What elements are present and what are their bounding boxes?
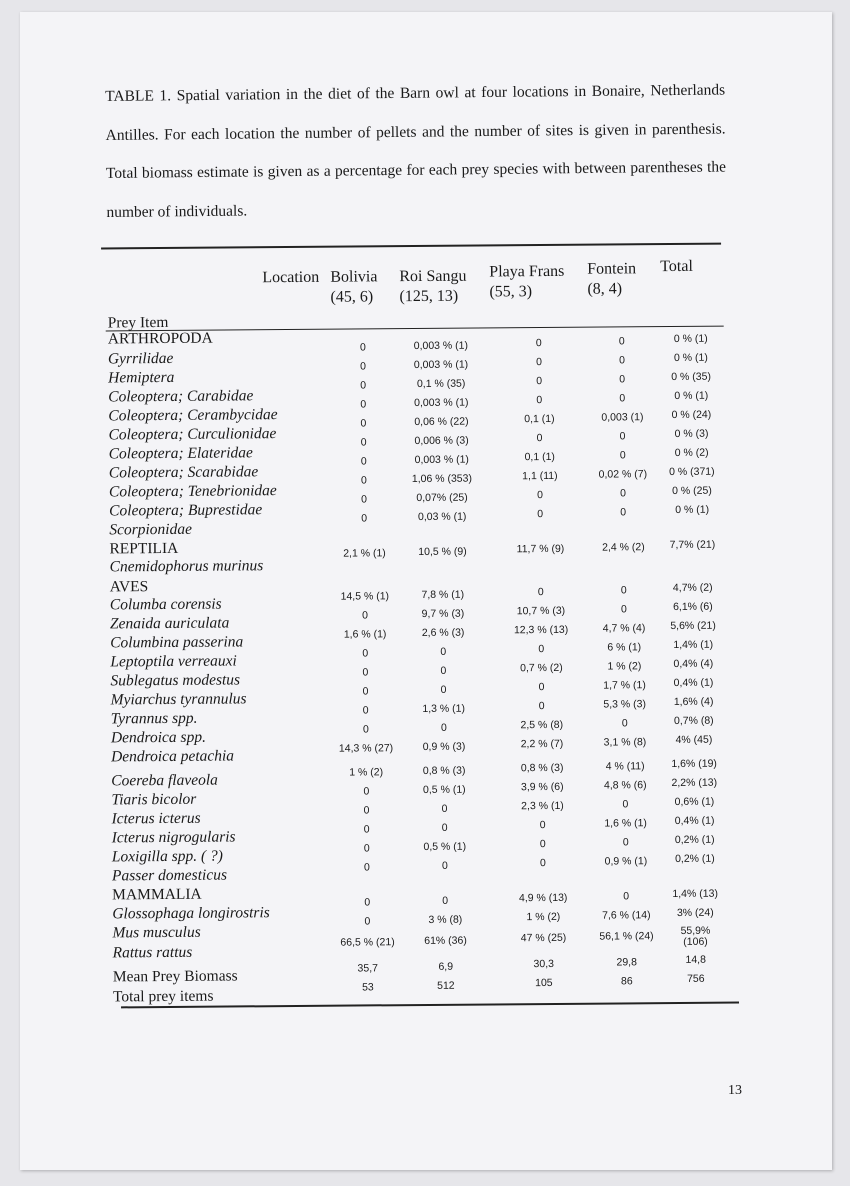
value-cell: 7,8 % (1) [421,588,465,601]
value-cell: 0 [362,685,369,698]
value-cell: 0,8 % (3) [520,761,564,775]
prey-label: Coleoptera; Buprestidae [109,501,263,520]
value-cell: 0,003 % (1) [413,358,469,371]
value-cell: 0 [620,486,626,499]
value-cell: 1,6% (4) [673,695,714,709]
prey-label: Coleoptera; Curculionidae [108,425,277,444]
value-cell: 0 [363,804,370,817]
value-cell: 14,3 % (27) [338,742,394,755]
value-cell: 0 % (35) [671,370,711,384]
value-cell: 0,003 % (1) [413,339,469,352]
value-cell: 0 % (1) [673,332,708,345]
value-cell: 0 % (25) [672,484,712,498]
value-cell: 61% (36) [424,934,467,947]
value-cell: 35,7 [357,962,379,975]
value-cell: 11,7 % (9) [516,542,565,556]
value-cell: 1,4% (1) [673,638,714,652]
value-cell: 0,7 % (2) [520,661,563,675]
value-cell: 0 [618,353,625,366]
value-cell: 0 [536,432,543,445]
value-cell: 0,4% (1) [674,814,715,828]
value-cell: 0 [364,915,371,928]
value-cell: 0 [539,819,546,832]
value-cell: 0 [442,894,449,907]
value-cell: 4,7% (2) [672,581,713,595]
value-cell: 1,06 % (353) [411,472,472,485]
value-cell: 0 [363,861,370,874]
value-cell: 0,2% (1) [674,833,715,847]
prey-label: Cnemidophorus murinus [109,557,264,576]
value-cell: 0 [538,643,545,656]
prey-label: Coleoptera; Elateridae [108,444,253,463]
value-cell: 0 [440,645,447,658]
value-cell: 2,6 % (3) [421,626,465,639]
col-sub-roi-sangu: (125, 13) [399,287,459,306]
prey-label: Myiarchus tyrannulus [110,690,247,709]
value-cell: 0 [619,372,626,385]
value-cell: 1 % (2) [607,659,642,673]
prey-label: Sublegatus modestus [110,671,241,690]
value-cell: 0 [619,391,626,404]
value-cell: 0 [620,602,627,615]
value-cell: 0,02 % (7) [598,467,648,481]
value-cell: 14,8 [685,953,706,966]
prey-label: Glossophaga longirostris [112,904,270,923]
prey-label: Columba corensis [109,595,222,614]
value-cell: 0 [363,842,370,855]
value-cell: 2,2% (13) [671,776,718,790]
value-cell: 0 [360,436,367,449]
value-cell: 0 [361,493,368,506]
prey-label: Passer domesticus [111,866,228,885]
value-cell: 0 % (24) [671,408,712,422]
value-cell: 3,9 % (6) [520,780,564,794]
value-cell: 0 [360,379,367,392]
value-cell: 0 % (371) [669,465,715,479]
value-cell: 0 % (3) [674,427,709,440]
value-cell: 0 [362,704,369,717]
value-cell: 0,4% (4) [673,657,714,671]
value-cell: 1,6% (19) [671,757,717,771]
prey-label: Rattus rattus [112,943,193,962]
table-caption: TABLE 1. Spatial variation in the diet of the Barn owl at four locations in Bonaire, Netherlands Antilles. For each location the number of pellets and the number of sites is given in parenthesis. Total biomass estimate is given as a percentage for each prey species with between parentheses the number of individuals. [105,81,727,221]
value-cell: 0,006 % (3) [414,434,469,447]
value-cell: 1,1 (11) [522,469,558,483]
value-cell: 0,07% (25) [416,491,468,504]
prey-label: REPTILIA [109,539,179,558]
value-cell: 86 [620,974,633,987]
value-cell: 6 % (1) [607,640,642,654]
value-cell: 55,9% (106) [680,924,711,948]
value-cell: 53 [361,981,374,994]
value-cell: 0 [621,716,628,729]
value-cell: 29,8 [616,955,637,968]
value-cell: 30,3 [533,957,554,971]
value-cell: 0 [440,664,447,677]
value-cell: 756 [687,972,705,985]
value-cell: 0 [537,586,544,599]
value-cell: 0 [538,681,545,694]
prey-label: Icterus icterus [111,809,201,828]
prey-label: Tyrannus spp. [110,709,198,728]
prey-label: Coleoptera; Tenebrionidae [108,482,277,501]
value-cell: 0 [440,721,447,734]
col-sub-fontein: (8, 4) [587,280,623,298]
value-cell: 4,7 % (4) [602,621,646,635]
value-cell: 0 [362,647,369,660]
value-cell: 0 [538,700,545,713]
value-cell: 3% (24) [676,906,714,919]
value-cell: 0 [619,448,626,461]
value-cell: 3 % (8) [428,913,463,926]
value-cell: 5,3 % (3) [603,697,647,711]
value-cell: 0 [359,341,366,354]
value-cell: 0,06 % (22) [414,415,469,428]
prey-label: Gyrrilidae [107,349,174,368]
value-cell: 0 [362,666,369,679]
value-cell: 9,7 % (3) [421,607,465,620]
value-cell: 14,5 % (1) [340,590,390,603]
value-cell: 4% (45) [675,733,713,746]
value-cell: 3,1 % (8) [603,735,647,749]
prey-label: Total prey items [112,987,214,1006]
value-cell: 1 % (2) [526,910,561,924]
prey-label: Hemiptera [108,368,175,387]
prey-label: AVES [109,578,149,596]
value-cell: 10,7 % (3) [516,604,566,618]
prey-label: ARTHROPODA [107,329,213,348]
value-cell: 2,1 % (1) [343,547,386,560]
value-cell: 0,5 % (1) [423,840,467,853]
value-cell: 0,1 (1) [524,412,555,426]
prey-label: Coleoptera; Cerambycidae [108,406,278,425]
col-header-fontein: Fontein [587,260,637,278]
value-cell: 0 [623,889,630,902]
value-cell: 0,2% (1) [674,852,715,866]
value-cell: 0 [619,429,626,442]
value-cell: 2,2 % (7) [520,737,564,751]
page-number: 13 [728,1083,742,1098]
prey-label: Loxigilla spp. ( ?) [111,847,224,866]
value-cell: 12,3 % (13) [513,623,569,637]
prey-label: MAMMALIA [112,885,202,904]
prey-label: Coleoptera; Scarabidae [108,463,259,482]
value-cell: 0 [536,394,543,407]
value-cell: 0 [360,360,366,373]
prey-label: Mean Prey Biomass [112,967,238,986]
value-cell: 10,5 % (9) [418,545,467,558]
value-cell: 0 [361,512,368,525]
value-cell: 0,5 % (1) [422,783,466,796]
value-cell: 0,003 (1) [601,410,644,424]
value-cell: 1,6 % (1) [604,816,647,830]
prey-label: Zenaida auriculata [109,614,230,633]
prey-label: Dendroica petachia [110,747,235,766]
value-cell: 7,7% (21) [669,538,716,552]
value-cell: 0 [622,797,629,810]
value-cell: 5,6% (21) [670,619,716,633]
value-cell: 4 % (11) [605,759,645,773]
value-cell: 512 [437,979,455,992]
value-cell: 0 % (2) [674,446,709,459]
value-cell: 0 [539,857,546,870]
value-cell: 0 [440,683,447,696]
value-cell: 0 [441,859,448,872]
value-cell: 66,5 % (21) [340,936,395,949]
value-cell: 0,6% (1) [674,795,715,809]
value-cell: 4,8 % (6) [603,778,647,792]
prey-label: Dendroica spp. [110,728,206,747]
value-cell: 0 [361,609,368,622]
value-cell: 0,4% (1) [673,676,714,690]
value-cell: 0 [537,489,543,502]
value-cell: 0 [535,337,542,350]
value-cell: 0 [360,398,367,411]
value-cell: 1 % (2) [349,766,384,779]
value-cell: 1,6 % (1) [343,628,387,641]
prey-item-header: Prey Item [107,313,169,332]
value-cell: 0 [441,821,448,834]
prey-label: Tiaris bicolor [111,790,197,809]
prey-label: Columbina passerina [110,633,244,652]
prey-label: Coereba flaveola [111,771,218,790]
prey-label: Scorpionidae [109,520,193,539]
value-cell: 0 [620,505,627,518]
value-cell: 0 % (1) [673,351,708,364]
value-cell: 0 [620,583,627,596]
value-cell: 0 [536,375,543,388]
value-cell: 0 [360,455,367,468]
col-header-roi-sangu: Roi Sangu [399,267,467,286]
prey-label: Leptoptila verreauxi [110,652,237,671]
value-cell: 1,4% (13) [672,887,718,901]
value-cell: 2,4 % (2) [602,540,645,554]
value-cell: 47 % (25) [520,931,567,945]
value-cell: 0,7% (8) [673,714,714,728]
value-cell: 0 [622,835,629,848]
value-cell: 1,7 % (1) [603,678,646,692]
value-cell: 0 [536,356,542,369]
value-cell: 0,9 % (3) [422,740,466,753]
value-cell: 0 [360,417,367,430]
location-header: Location [262,268,320,287]
col-header-playa-frans: Playa Frans [489,262,565,281]
table-bottom-rule [121,1002,739,1009]
value-cell: 0,1 (1) [524,450,555,464]
value-cell: 0 [539,838,546,851]
col-header-bolivia: Bolivia [330,268,378,286]
col-sub-playa-frans: (55, 3) [489,283,533,301]
value-cell: 0,003 % (1) [414,396,469,409]
value-cell: 4,9 % (13) [518,891,568,905]
value-cell: 6,1% (6) [673,600,713,614]
value-cell: 0 % (1) [674,389,709,402]
value-cell: 0 [618,334,625,347]
value-cell: 0,003 % (1) [414,453,469,466]
value-cell: 0 [364,896,371,909]
value-cell: 0,9 % (1) [604,854,648,868]
table-top-rule [101,243,721,250]
prey-label: Mus musculus [112,923,201,942]
value-cell: 0 % (1) [675,503,710,516]
prey-label: Coleoptera; Carabidae [108,387,254,406]
prey-label: Icterus nigrogularis [111,828,236,847]
value-cell: 105 [535,976,553,990]
value-cell: 0 [363,785,370,798]
value-cell: 56,1 % (24) [599,929,654,943]
value-cell: 7,6 % (14) [602,908,651,922]
value-cell: 0 [441,802,448,815]
value-cell: 6,9 [438,960,454,973]
value-cell: 0 [537,508,544,521]
col-sub-bolivia: (45, 6) [330,288,374,306]
value-cell: 0,1 % (35) [416,377,466,390]
value-cell: 0 [363,823,370,836]
value-cell: 1,3 % (1) [422,702,466,715]
col-header-total: Total [660,257,693,276]
value-cell: 0,8 % (3) [422,764,466,777]
value-cell: 2,3 % (1) [521,799,564,813]
value-cell: 0 [360,474,367,487]
value-cell: 2,5 % (8) [520,718,564,732]
value-cell: 0 [362,723,369,736]
value-cell: 0,03 % (1) [417,510,467,523]
